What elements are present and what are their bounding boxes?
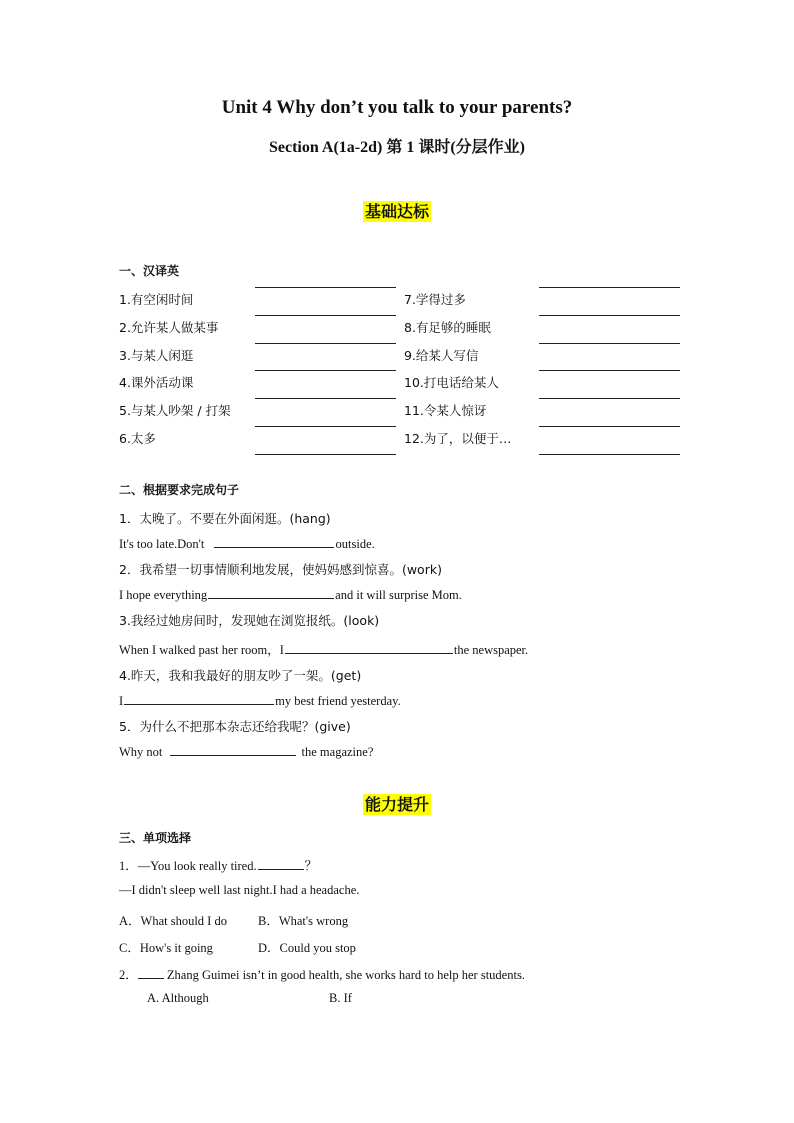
answer-blank[interactable] <box>208 587 334 599</box>
part2-q3-prompt: 3.我经过她房间时，发现她在浏览报纸。(look) <box>119 613 380 628</box>
answer-line[interactable] <box>539 315 680 316</box>
part1-item: 9.给某人写信 <box>404 348 479 363</box>
answer-line[interactable] <box>255 426 396 427</box>
option-b[interactable]: B．What's wrong <box>258 914 349 928</box>
part2-q4-sentence: I my best friend yesterday. <box>119 694 401 708</box>
answer-line[interactable] <box>539 426 680 427</box>
answer-line[interactable] <box>255 343 396 344</box>
option-a[interactable]: A．What should I do <box>119 914 227 928</box>
answer-line[interactable] <box>539 454 680 455</box>
answer-blank[interactable] <box>214 536 334 548</box>
part2-q5-sentence: Why not the magazine? <box>119 745 374 759</box>
part3-q2-stem: 2． Zhang Guimei isn’t in good health, she works hard to help her students. <box>119 968 525 982</box>
option-a[interactable]: A. Although <box>147 991 209 1005</box>
option-c[interactable]: C．How's it going <box>119 941 213 955</box>
part2-q4-prompt: 4.昨天，我和我最好的朋友吵了一架。(get) <box>119 668 362 683</box>
part1-item: 2.允许某人做某事 <box>119 320 219 335</box>
part1-item: 1.有空闲时间 <box>119 292 194 307</box>
answer-blank[interactable] <box>285 642 453 654</box>
answer-line[interactable] <box>255 370 396 371</box>
option-b[interactable]: B. If <box>329 991 352 1005</box>
section-banner-basic <box>0 199 794 222</box>
part3-q1-stem: 1．—You look really tired. ？ <box>119 859 318 873</box>
answer-line[interactable] <box>255 287 396 288</box>
part2-q2-sentence: I hope everything and it will surprise Mom. <box>119 588 462 602</box>
answer-line[interactable] <box>539 370 680 371</box>
answer-line[interactable] <box>255 398 396 399</box>
part1-item: 6.太多 <box>119 431 156 446</box>
part1-item: 5.与某人吵架 / 打架 <box>119 403 231 418</box>
part1-item: 7.学得过多 <box>404 292 466 307</box>
part2-heading: 二、根据要求完成句子 <box>119 483 240 497</box>
part2-q3-sentence: When I walked past her room，I the newspaper. <box>119 643 529 657</box>
page-title: Unit 4 Why don’t you talk to your parents? <box>221 97 573 118</box>
part3-heading: 三、单项选择 <box>119 831 192 845</box>
section-banner-advanced <box>0 792 794 815</box>
part1-item: 3.与某人闲逛 <box>119 348 194 363</box>
answer-blank[interactable] <box>258 858 304 870</box>
part2-q1-prompt: 1．太晚了。不要在外面闲逛。(hang) <box>119 511 331 526</box>
banner-label: 基础达标 <box>364 202 429 221</box>
answer-blank[interactable] <box>170 744 296 756</box>
answer-line[interactable] <box>255 454 396 455</box>
part1-item: 8.有足够的睡眠 <box>404 320 491 335</box>
option-d[interactable]: D．Could you stop <box>258 941 356 955</box>
answer-blank[interactable] <box>138 967 164 979</box>
answer-line[interactable] <box>539 343 680 344</box>
answer-blank[interactable] <box>124 693 274 705</box>
part2-q1-sentence: It's too late.Don't outside. <box>119 537 375 551</box>
part1-item: 12.为了，以便于… <box>404 431 512 446</box>
part3-q1-reply: —I didn't sleep well last night.I had a headache. <box>119 883 360 897</box>
part1-item: 10.打电话给某人 <box>404 375 499 390</box>
answer-line[interactable] <box>539 287 680 288</box>
part2-q2-prompt: 2．我希望一切事情顺利地发展，使妈妈感到惊喜。(work) <box>119 562 442 577</box>
banner-label: 能力提升 <box>364 795 429 814</box>
part1-item: 4.课外活动课 <box>119 375 194 390</box>
page-subtitle: Section A(1a-2d) 第 1 课时(分层作业) <box>269 139 525 156</box>
part1-heading: 一、汉译英 <box>119 264 180 278</box>
answer-line[interactable] <box>255 315 396 316</box>
part2-q5-prompt: 5．为什么不把那本杂志还给我呢？(give) <box>119 719 351 734</box>
answer-line[interactable] <box>539 398 680 399</box>
part1-item: 11.令某人惊讶 <box>404 403 487 418</box>
